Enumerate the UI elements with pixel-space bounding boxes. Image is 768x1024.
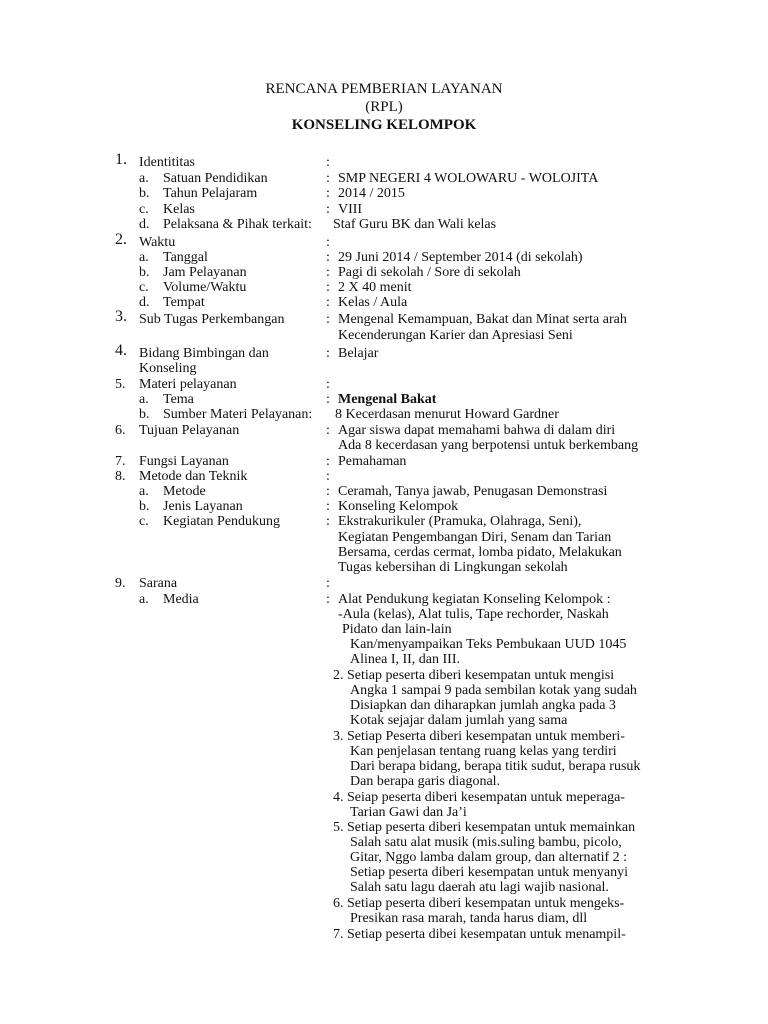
s8-a-value: Ceramah, Tanya jawab, Penugasan Demonstrasi: [338, 484, 608, 499]
section-7-value: Pemahaman: [338, 454, 407, 469]
s2-c-colon: :: [326, 280, 330, 295]
media-line: 6. Setiap peserta diberi kesempatan untuk mengeks-: [333, 896, 625, 911]
document-subtitle: (RPL): [365, 99, 403, 115]
section-8-number: 8.: [115, 469, 126, 484]
media-line: Angka 1 sampai 9 pada sembilan kotak yang sudah: [350, 683, 637, 698]
s5-b-letter: b.: [139, 407, 150, 422]
section-1-label: Identititas: [139, 155, 195, 170]
s2-c-value: 2 X 40 menit: [338, 280, 412, 295]
section-7-label: Fungsi Layanan: [139, 454, 229, 469]
s8-c-value-line-3: Bersama, cerdas cermat, lomba pidato, Melakukan: [338, 545, 622, 560]
section-6-number: 6.: [115, 423, 126, 438]
s2-d-colon: :: [326, 295, 330, 310]
s1-b-colon: :: [326, 186, 330, 201]
s1-c-label: Kelas: [163, 202, 195, 217]
media-line: Presikan rasa marah, tanda harus diam, dll: [350, 911, 588, 926]
s8-c-value-line-1: Ekstrakurikuler (Pramuka, Olahraga, Seni),: [338, 514, 582, 529]
media-line: Gitar, Nggo lamba dalam group, dan alternatif 2 :: [350, 850, 628, 865]
media-line: Tarian Gawi dan Ja’i: [350, 805, 467, 820]
s2-a-label: Tanggal: [163, 250, 208, 265]
section-5-label: Materi pelayanan: [139, 377, 237, 392]
media-line: Kan/menyampaikan Teks Pembukaan UUD 1045: [350, 637, 627, 652]
s8-c-label: Kegiatan Pendukung: [163, 514, 281, 529]
s2-a-value: 29 Juni 2014 / September 2014 (di sekolah): [338, 250, 583, 265]
s8-a-letter: a.: [139, 484, 149, 499]
s2-c-letter: c.: [139, 280, 149, 295]
s2-b-colon: :: [326, 265, 330, 280]
s1-b-value: 2014 / 2015: [338, 186, 405, 201]
section-6-value-line-2: Ada 8 kecerdasan yang berpotensi untuk berkembang: [338, 438, 639, 453]
s2-c-label: Volume/Waktu: [163, 280, 247, 295]
section-2-label: Waktu: [139, 235, 176, 250]
s8-a-colon: :: [326, 484, 330, 499]
s1-d-value: Staf Guru BK dan Wali kelas: [333, 217, 497, 232]
section-5-number: 5.: [115, 377, 126, 392]
media-line: Salah satu alat musik (mis.suling bambu, picolo,: [350, 835, 622, 850]
section-1-colon: :: [326, 155, 330, 170]
media-line: Kan penjelasan tentang ruang kelas yang terdiri: [350, 744, 617, 759]
s1-d-label: Pelaksana & Pihak terkait:: [163, 217, 312, 232]
section-7-number: 7.: [115, 454, 126, 469]
s8-c-value-line-2: Kegiatan Pengembangan Diri, Senam dan Tarian: [338, 530, 612, 545]
section-2-colon: :: [326, 235, 330, 250]
media-line: 4. Seiap peserta diberi kesempatan untuk meperaga-: [333, 790, 625, 805]
s8-b-colon: :: [326, 499, 330, 514]
s1-c-value: VIII: [338, 202, 363, 217]
section-6-value-line-1: Agar siswa dapat memahami bahwa di dalam diri: [338, 423, 616, 438]
s8-b-label: Jenis Layanan: [163, 499, 243, 514]
section-6-colon: :: [326, 423, 330, 438]
s9-a-colon: :: [326, 592, 330, 607]
document-title: RENCANA PEMBERIAN LAYANAN: [265, 81, 503, 97]
section-9-number: 9.: [115, 576, 126, 591]
media-line: 3. Setiap Peserta diberi kesempatan untuk memberi-: [333, 729, 625, 744]
s9-a-letter: a.: [139, 592, 149, 607]
section-2-number: 2.: [115, 231, 127, 248]
s2-d-label: Tempat: [163, 295, 205, 310]
section-3-colon: :: [326, 312, 330, 327]
s5-a-value: Mengenal Bakat: [338, 392, 437, 407]
s1-c-letter: c.: [139, 202, 149, 217]
s5-a-letter: a.: [139, 392, 149, 407]
s1-b-letter: b.: [139, 186, 150, 201]
s8-c-letter: c.: [139, 514, 149, 529]
s2-b-letter: b.: [139, 265, 150, 280]
s2-a-colon: :: [326, 250, 330, 265]
media-line: Dan berapa garis diagonal.: [350, 774, 501, 789]
s8-a-label: Metode: [163, 484, 206, 499]
section-8-label: Metode dan Teknik: [139, 469, 248, 484]
s8-b-value: Konseling Kelompok: [338, 499, 459, 514]
media-line: Alinea I, II, dan III.: [350, 652, 461, 667]
section-3-value-line-2: Kecenderungan Karier dan Apresiasi Seni: [338, 328, 573, 343]
section-3-label: Sub Tugas Perkembangan: [139, 312, 285, 327]
media-line: Setiap peserta diberi kesempatan untuk menyanyi: [350, 865, 628, 880]
section-1-number: 1.: [115, 151, 127, 168]
media-line: 2. Setiap peserta diberi kesempatan untuk mengisi: [333, 668, 615, 683]
section-7-colon: :: [326, 454, 330, 469]
s5-b-value: 8 Kecerdasan menurut Howard Gardner: [335, 407, 559, 422]
section-4-number: 4.: [115, 342, 127, 359]
media-line: Pidato dan lain-lain: [342, 622, 452, 637]
section-5-colon: :: [326, 377, 330, 392]
s2-b-label: Jam Pelayanan: [163, 265, 247, 280]
s2-d-value: Kelas / Aula: [338, 295, 408, 310]
s1-a-label: Satuan Pendidikan: [163, 171, 268, 186]
s1-a-colon: :: [326, 171, 330, 186]
s5-b-label: Sumber Materi Pelayanan:: [163, 407, 313, 422]
s8-c-value-line-4: Tugas kebersihan di Lingkungan sekolah: [338, 560, 568, 575]
media-line: 7. Setiap peserta dibei kesempatan untuk menampil-: [333, 927, 626, 942]
section-6-label: Tujuan Pelayanan: [139, 423, 240, 438]
s2-a-letter: a.: [139, 250, 149, 265]
section-3-value-line-1: Mengenal Kemampuan, Bakat dan Minat serta arah: [338, 312, 627, 327]
s1-a-value: SMP NEGERI 4 WOLOWARU - WOLOJITA: [338, 171, 599, 186]
s8-b-letter: b.: [139, 499, 150, 514]
s2-d-letter: d.: [139, 295, 150, 310]
media-line: Dari berapa bidang, berapa titik sudut, berapa rusuk: [350, 759, 641, 774]
s1-b-label: Tahun Pelajaram: [163, 186, 258, 201]
section-4-label-line-1: Bidang Bimbingan dan: [139, 346, 269, 361]
s8-c-colon: :: [326, 514, 330, 529]
s2-b-value: Pagi di sekolah / Sore di sekolah: [338, 265, 521, 280]
section-3-number: 3.: [115, 308, 127, 325]
media-line: Disiapkan dan diharapkan jumlah angka pada 3: [350, 698, 616, 713]
s1-c-colon: :: [326, 202, 330, 217]
media-line: 5. Setiap peserta diberi kesempatan untuk memainkan: [333, 820, 636, 835]
s5-a-label: Tema: [163, 392, 194, 407]
s5-a-colon: :: [326, 392, 330, 407]
media-line: Kotak sejajar dalam jumlah yang sama: [350, 713, 568, 728]
media-line: -Aula (kelas), Alat tulis, Tape rechorder, Naskah: [338, 607, 609, 622]
section-8-colon: :: [326, 469, 330, 484]
s1-d-letter: d.: [139, 217, 150, 232]
section-9-colon: :: [326, 576, 330, 591]
media-line: Salah satu lagu daerah atu lagi wajib nasional.: [350, 880, 609, 895]
section-9-label: Sarana: [139, 576, 178, 591]
section-4-colon: :: [326, 346, 330, 361]
section-4-label-line-2: Konseling: [139, 361, 197, 376]
media-line: Alat Pendukung kegiatan Konseling Kelompok :: [338, 592, 611, 607]
s1-a-letter: a.: [139, 171, 149, 186]
document-heading: KONSELING KELOMPOK: [291, 117, 477, 133]
section-4-value: Belajar: [338, 346, 379, 361]
s9-a-label: Media: [163, 592, 199, 607]
